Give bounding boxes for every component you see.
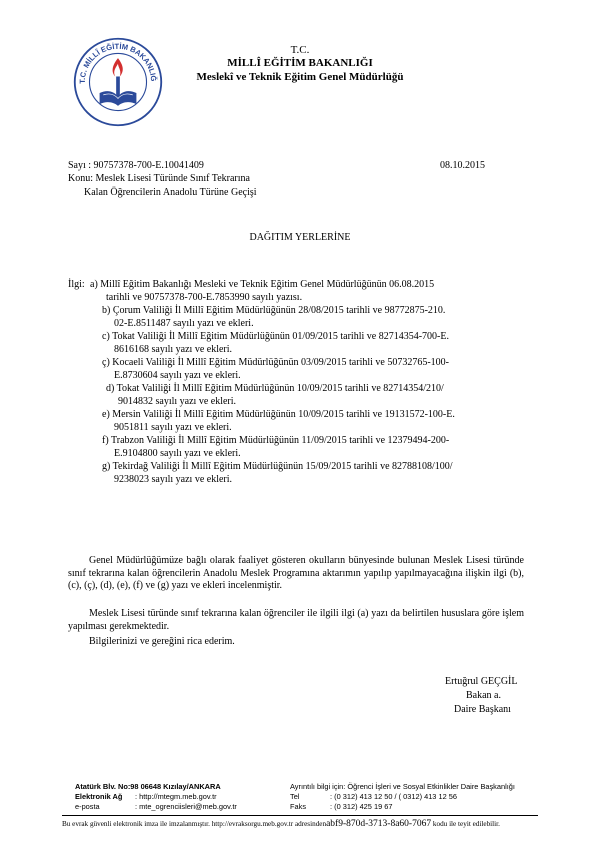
signatory-title-1: Bakan a. bbox=[466, 690, 501, 701]
signatory-name: Ertuğrul GEÇGİL bbox=[445, 676, 518, 687]
ilgi-item-f: f) Trabzon Valiliği İl Millî Eğitim Müdürlüğünün 11/09/2015 tarihli ve 12379494-200- E.9104800 sayılı yazı ve ekleri. bbox=[102, 435, 450, 459]
header-department: Meslekî ve Teknik Eğitim Genel Müdürlüğü bbox=[196, 71, 404, 83]
ilgi-item-d: d) Tokat Valiliği İl Millî Eğitim Müdürlüğünün 10/09/2015 tarihli ve 82714354/210/ 9014832 sayılı yazı ve ekleri. bbox=[106, 383, 444, 407]
document-number: Sayı : 90757378-700-E.10041409 bbox=[68, 160, 204, 171]
footer-email: e-posta : mte_ogrenciisleri@meb.gov.tr bbox=[75, 802, 237, 811]
header-tc: T.C. bbox=[290, 44, 310, 56]
verification-code: abf9-870d-3713-8a60-7067 bbox=[326, 819, 432, 829]
ilgi-item-cc: ç) Kocaeli Valiliği İl Millî Eğitim Müdürlüğünün 03/09/2015 tarihli ve 50732765-100- E.8730604 sayılı yazı ve ekleri. bbox=[102, 357, 449, 381]
subject-line-1: Konu: Meslek Lisesi Türünde Sınıf Tekrarına bbox=[68, 173, 250, 184]
header-ministry: MİLLÎ EĞİTİM BAKANLIĞI bbox=[227, 57, 373, 69]
footer-divider bbox=[62, 815, 538, 816]
footer-address: Atatürk Blv. No:98 06648 Kızılay/ANKARA bbox=[75, 782, 221, 791]
footer-tel: Tel : (0 312) 413 12 50 / ( 0312) 413 12 56 bbox=[290, 792, 457, 801]
body-paragraph-3: Bilgilerinizi ve gereğini rica ederim. bbox=[89, 636, 235, 647]
ilgi-label: İlgi: bbox=[68, 279, 85, 290]
ilgi-item-e: e) Mersin Valiliği İl Millî Eğitim Müdürlüğünün 10/09/2015 tarihli ve 19131572-100-E. 9051811 sayılı yazı ve ekleri. bbox=[102, 409, 455, 433]
ilgi-item-g: g) Tekirdağ Valiliği İl Millî Eğitim Müdürlüğünün 15/09/2015 tarihli ve 82788108/100/ 9238023 sayılı yazı ve ekleri. bbox=[102, 461, 453, 485]
logo-text: T.C. MİLLÎ EĞİTİM BAKANLIĞ bbox=[77, 41, 159, 84]
document-date: 08.10.2015 bbox=[440, 160, 485, 171]
footer-info: Ayrıntılı bilgi için: Öğrenci İşleri ve Sosyal Etkinlikler Daire Başkanlığı bbox=[290, 782, 515, 791]
ilgi-item-b: b) Çorum Valiliği İl Millî Eğitim Müdürlüğünün 28/08/2015 tarihli ve 98772875-210. 02-E.8511487 sayılı yazı ve ekleri. bbox=[102, 305, 446, 329]
footer-web: Elektronik Ağ : http://mtegm.meb.gov.tr bbox=[75, 792, 217, 801]
subject-line-2: Kalan Öğrencilerin Anadolu Türüne Geçişi bbox=[84, 187, 257, 198]
signatory-title-2: Daire Başkanı bbox=[454, 704, 511, 715]
ilgi-item-c: c) Tokat Valiliği İl Millî Eğitim Müdürlüğünün 01/09/2015 tarihli ve 82714354-700-E. 8616168 sayılı yazı ve ekleri. bbox=[102, 331, 449, 355]
verification-line: Bu evrak güvenli elektronik imza ile imzalanmıştır. http://evraksorgu.meb.gov.tr adresindenabf9-870d-3713-8a60-7067 kodu ile teyit edilebilir. bbox=[62, 819, 500, 829]
footer-fax: Faks : (0 312) 425 19 67 bbox=[290, 802, 393, 811]
ilgi-item-a: a) Millî Eğitim Bakanlığı Mesleki ve Teknik Eğitim Genel Müdürlüğünün 06.08.2015 tarihli ve 90757378-700-E.7853990 sayılı yazısı. bbox=[90, 279, 435, 303]
body-paragraph-1: Genel Müdürlüğümüze bağlı olarak faaliyet gösteren okulların bünyesinde bulunan Meslek Lisesi türünde sınıf tekrarına kalan öğrencilerin Anadolu Meslek Programına aktarımın yapılıp yapılmayacağına ilişkin ilgi (b), (c), (ç), (d), (e), (f) ve (g) yazı ve ekleri incelenmiştir. bbox=[68, 555, 524, 591]
recipient: DAĞITIM YERLERİNE bbox=[249, 232, 351, 243]
body-paragraph-2: Meslek Lisesi türünde sınıf tekrarına kalan öğrenciler ile ilgili ilgi (a) yazı da belirtilen hususlara göre işlem yapılması gerekmektedir. bbox=[68, 608, 524, 632]
